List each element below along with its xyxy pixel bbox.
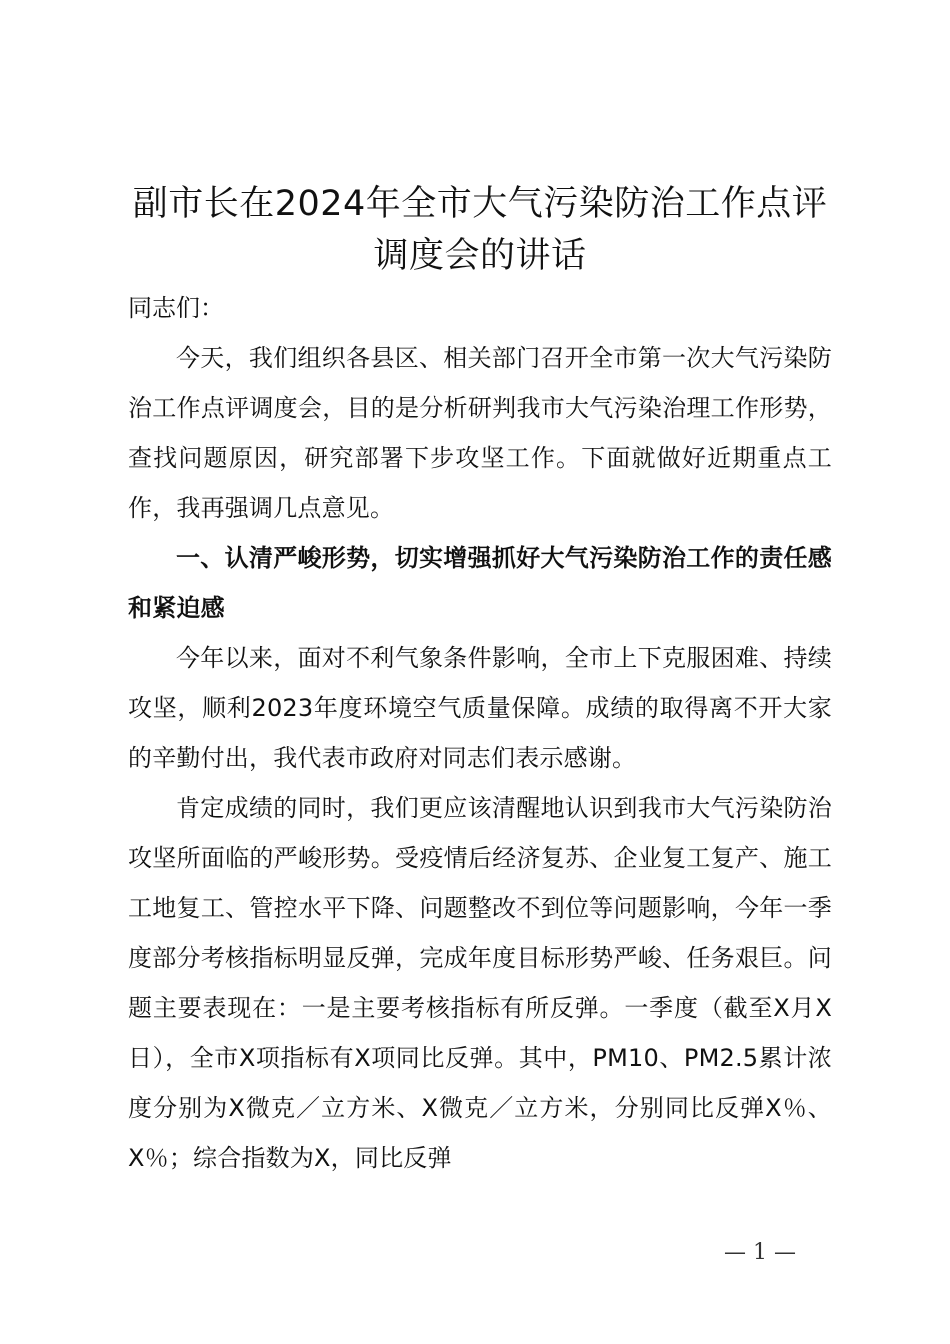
document-title: 副市长在2024年全市大气污染防治工作点评调度会的讲话 [132, 184, 828, 276]
paragraph-situation: 肯定成绩的同时，我们更应该清醒地认识到我市大气污染防治攻坚所面临的严峻形势。受疫情后经济复苏、企业复工复产、施工工地复工、管控水平下降、问题整改不到位等问题影响，今年一季度部分考核指标明显反弹，完成年度目标形势严峻、任务艰巨。问题主要表现在：一是主要考核指标有所反弹。一季度（截至X月X日），全市X项指标有X项同比反弹。其中，PM10、PM2.5累计浓度分别为X微克／立方米、X微克／立方米，分别同比反弹X％、X％；综合指数为X，同比反弹 [128, 794, 832, 1172]
salutation: 同志们： [128, 294, 224, 322]
paragraph-achievements: 今年以来，面对不利气象条件影响，全市上下克服困难、持续攻坚，顺利2023年度环境空气质量保障。成绩的取得离不开大家的辛勤付出，我代表市政府对同志们表示感谢。 [128, 644, 832, 772]
document-body [128, 333, 832, 1183]
paragraph-intro: 今天，我们组织各县区、相关部门召开全市第一次大气污染防治工作点评调度会，目的是分析研判我市大气污染治理工作形势，查找问题原因，研究部署下步攻坚工作。下面就做好近期重点工作，我再强调几点意见。 [128, 344, 832, 522]
document-page [128, 0, 832, 1344]
section-heading-1: 一、认清严峻形势，切实增强抓好大气污染防治工作的责任感和紧迫感 [128, 544, 832, 622]
page-number: — 1 — [724, 1240, 796, 1265]
